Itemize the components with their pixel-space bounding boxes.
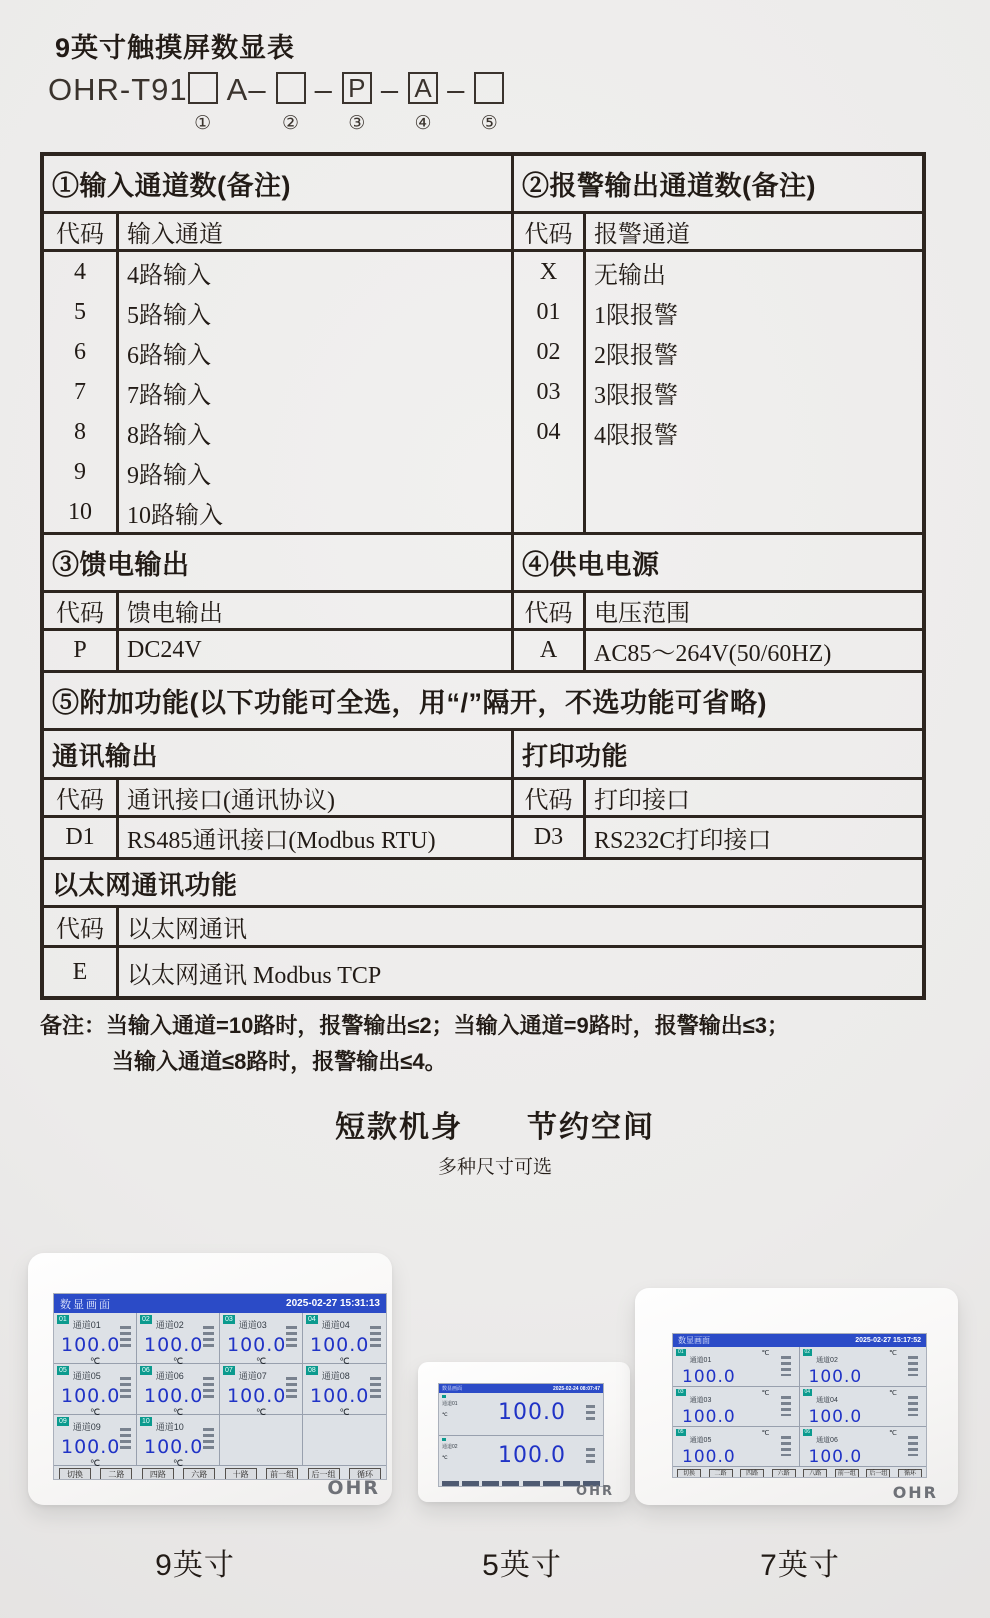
footnote-text-1: 当输入通道=10路时，报警输出≤2；当输入通道=9路时，报警输出≤3； — [106, 1013, 790, 1038]
page-title: 9英寸触摸屏数显表 — [55, 33, 296, 63]
channel-number-badge: 05 — [678, 1429, 684, 1435]
device-9-screen — [53, 1293, 387, 1480]
screen-button: 四路 — [142, 1468, 174, 1481]
channel-value: 100.0 — [227, 1334, 287, 1356]
channel-name: 通道04 — [816, 1397, 838, 1404]
level-bars-icon — [370, 1377, 381, 1399]
level-bars-icon — [908, 1436, 918, 1456]
channel-cell — [673, 1387, 800, 1427]
channel-cell — [54, 1415, 137, 1466]
model-separator-3: – — [380, 72, 400, 107]
column-header: 代码 — [44, 908, 119, 945]
screen-title-bar — [54, 1294, 386, 1313]
screen-button: 前一组 — [266, 1468, 298, 1481]
channel-name: 通道01 — [442, 1401, 458, 1407]
level-bars-icon — [370, 1326, 381, 1348]
channel-number-badge: 06 — [142, 1367, 150, 1374]
channel-number-badge: 06 — [804, 1429, 811, 1435]
level-bars-icon — [203, 1428, 214, 1450]
channel-unit: ℃ — [889, 1350, 897, 1357]
channel-number-badge: 07 — [225, 1367, 233, 1374]
channel-number-badge: 01 — [678, 1349, 684, 1355]
channel-number-badge: 03 — [678, 1389, 684, 1395]
column-header: 报警通道 — [594, 222, 690, 248]
table-row — [44, 731, 922, 780]
column-header: 代码 — [514, 593, 586, 628]
screen-button: 后一组 — [308, 1468, 340, 1481]
code-column — [514, 252, 586, 532]
channel-row — [439, 1436, 603, 1479]
value-cell: 以太网通讯 Modbus TCP — [127, 962, 382, 989]
table-row — [44, 818, 922, 860]
screen-button — [502, 1481, 519, 1487]
value-column — [119, 252, 514, 532]
column-header: 以太网通讯 — [127, 917, 247, 943]
screen-button: 六路 — [772, 1469, 796, 1478]
value-cell: 4限报警 — [594, 422, 678, 449]
channel-unit: ℃ — [255, 1407, 267, 1417]
table-row — [44, 780, 922, 818]
channel-unit: ℃ — [339, 1407, 350, 1417]
channel-value: 100.0 — [144, 1436, 204, 1458]
value-cell: 4路输入 — [127, 262, 211, 289]
channel-unit: ℃ — [761, 1350, 770, 1357]
channel-unit: ℃ — [339, 1356, 350, 1366]
channel-number-badge: 10 — [142, 1418, 150, 1425]
value-cell: 2限报警 — [594, 342, 678, 369]
value-cell: AC85～264V(50/60HZ) — [594, 641, 832, 667]
code-cell: E — [44, 948, 119, 996]
section2-title: ②报警输出通道数(备注) — [522, 171, 816, 201]
screen-button: 循环 — [898, 1469, 922, 1478]
channel-value: 100.0 — [498, 1400, 566, 1425]
model-segment-2 — [276, 72, 306, 135]
model-circled-number-3: ③ — [348, 113, 366, 134]
channel-number-badge: 04 — [308, 1316, 316, 1323]
channel-name: 通道06 — [155, 1371, 184, 1381]
screen-button: 六路 — [183, 1468, 215, 1481]
screen-button: 四路 — [740, 1469, 764, 1478]
column-header: 馈电输出 — [119, 593, 514, 628]
channel-unit: ℃ — [889, 1390, 897, 1397]
code-cell: 6 — [74, 338, 86, 365]
value-column — [586, 252, 922, 532]
device-5-screen — [438, 1383, 604, 1487]
screen-title: 数显画面 — [60, 1298, 112, 1311]
channel-unit: ℃ — [89, 1458, 101, 1468]
channel-label-group — [803, 1349, 838, 1367]
channel-name: 通道03 — [238, 1320, 267, 1330]
value-cell: 6路输入 — [127, 342, 211, 369]
channel-unit: ℃ — [172, 1407, 184, 1417]
channel-cell — [673, 1347, 800, 1387]
device-photo-7inch — [635, 1288, 958, 1505]
level-bars-icon — [586, 1405, 595, 1422]
channel-label-group — [676, 1389, 711, 1407]
code-cell: 5 — [74, 298, 86, 325]
screen-button — [523, 1481, 540, 1487]
level-bars-icon — [286, 1326, 297, 1348]
channel-cell — [673, 1427, 800, 1467]
channel-name: 通道04 — [321, 1320, 350, 1330]
level-bars-icon — [120, 1428, 131, 1450]
channel-row — [439, 1393, 603, 1436]
channel-value: 100.0 — [227, 1385, 287, 1407]
column-header: 代码 — [44, 593, 119, 628]
channel-unit: ℃ — [442, 1455, 448, 1461]
channel-number-badge: 08 — [308, 1367, 316, 1374]
channel-cell — [800, 1387, 927, 1427]
ethernet-title: 以太网通讯功能 — [52, 869, 238, 900]
table-row — [44, 252, 922, 535]
channel-unit: ℃ — [255, 1356, 267, 1366]
channel-name: 通道10 — [155, 1422, 184, 1432]
model-box-4: A — [408, 72, 438, 104]
screen-timestamp: 2025-02-27 15:31:13 — [286, 1298, 380, 1309]
channel-name: 通道09 — [72, 1422, 101, 1432]
screen-button — [482, 1481, 499, 1487]
model-box-1 — [188, 72, 218, 104]
channel-value: 100.0 — [310, 1334, 370, 1356]
channel-label-group — [676, 1429, 711, 1447]
table-row — [44, 156, 922, 214]
level-bars-icon — [286, 1377, 297, 1399]
channel-name: 通道07 — [238, 1371, 267, 1381]
channel-unit: ℃ — [172, 1356, 184, 1366]
screen-button-row — [673, 1467, 926, 1478]
screen-button — [442, 1481, 459, 1487]
column-header: 通讯接口(通讯协议) — [119, 780, 514, 815]
column-header: 打印接口 — [594, 788, 690, 814]
level-bars-icon — [781, 1356, 791, 1376]
channel-value: 100.0 — [808, 1407, 863, 1427]
level-bars-icon — [586, 1448, 595, 1465]
print-function-title: 打印功能 — [522, 740, 629, 771]
channel-meta — [439, 1393, 461, 1435]
channel-cell — [800, 1347, 927, 1387]
channel-meta — [803, 1429, 924, 1447]
channel-unit: ℃ — [89, 1356, 101, 1366]
model-circled-number-5: ⑤ — [480, 113, 498, 134]
channel-meta — [676, 1429, 796, 1447]
model-separator-4: – — [447, 72, 466, 107]
model-circled-number-2: ② — [282, 113, 300, 134]
channel-name: 通道03 — [689, 1397, 712, 1404]
table-row — [44, 593, 922, 631]
level-bars-icon — [203, 1326, 214, 1348]
channel-unit: ℃ — [89, 1407, 101, 1417]
level-bars-icon — [120, 1326, 131, 1348]
channel-unit: ℃ — [172, 1458, 184, 1468]
model-segment-1 — [188, 72, 218, 135]
channel-cell — [137, 1313, 220, 1364]
value-cell: 8路输入 — [127, 422, 211, 449]
screen-button: 二路 — [100, 1468, 132, 1481]
code-cell: 01 — [536, 298, 561, 325]
channel-unit: ℃ — [442, 1412, 448, 1418]
channel-value: 100.0 — [61, 1385, 121, 1407]
table-row — [44, 535, 922, 593]
channel-name: 通道02 — [816, 1357, 838, 1364]
model-box-2 — [276, 72, 306, 104]
value-cell: 9路输入 — [127, 462, 211, 489]
device-caption-9inch: 9英寸 — [155, 1549, 235, 1582]
table-row — [44, 214, 922, 252]
screen-title-bar — [439, 1384, 603, 1393]
footnote — [40, 1008, 789, 1080]
table-row — [44, 673, 922, 731]
model-segment-4 — [408, 72, 438, 135]
value-cell: 无输出 — [594, 262, 666, 289]
brand-logo: OHR — [327, 1477, 380, 1499]
table-row — [44, 908, 922, 948]
channel-cell — [220, 1313, 303, 1364]
code-cell: 04 — [536, 418, 561, 445]
channel-cell — [137, 1364, 220, 1415]
model-circled-number-4: ④ — [414, 113, 432, 134]
channel-cell — [137, 1415, 220, 1466]
channel-number-badge: 02 — [804, 1349, 811, 1355]
value-cell: RS232C打印接口 — [594, 828, 772, 854]
screen-button: 八路 — [803, 1469, 827, 1478]
footnote-line-1 — [40, 1008, 789, 1044]
channel-name: 通道05 — [689, 1437, 712, 1444]
table-row — [44, 860, 922, 908]
model-box-5 — [474, 72, 504, 104]
channel-number-badge: 09 — [59, 1418, 67, 1425]
channel-meta — [676, 1349, 796, 1367]
column-header: 电压范围 — [594, 601, 690, 627]
channel-value: 100.0 — [682, 1407, 736, 1427]
code-cell: A — [514, 631, 586, 670]
level-bars-icon — [120, 1377, 131, 1399]
device-caption-5inch: 5英寸 — [482, 1549, 562, 1582]
code-cell: D3 — [514, 818, 586, 857]
device-photo-5inch — [418, 1362, 630, 1502]
channel-name: 通道08 — [321, 1371, 350, 1381]
value-cell: RS485通讯接口(Modbus RTU) — [119, 818, 514, 857]
channel-cell — [303, 1364, 386, 1415]
status-dot-icon — [442, 1438, 446, 1441]
brand-logo: OHR — [576, 1484, 614, 1499]
screen-button — [462, 1481, 479, 1487]
channel-name: 通道02 — [442, 1444, 458, 1450]
level-bars-icon — [781, 1436, 791, 1456]
channel-grid — [54, 1313, 386, 1466]
model-separator-1: A– — [226, 72, 267, 107]
channel-value: 100.0 — [144, 1385, 204, 1407]
column-header: 代码 — [514, 780, 586, 815]
level-bars-icon — [908, 1356, 918, 1376]
value-cell: DC24V — [119, 631, 514, 670]
screen-button: 二路 — [709, 1469, 733, 1478]
footnote-label: 备注： — [40, 1013, 107, 1038]
model-code-line — [48, 72, 504, 135]
ordering-table — [40, 152, 926, 1000]
column-header: 代码 — [44, 780, 119, 815]
section1-title: ①输入通道数(备注) — [44, 156, 514, 211]
channel-value: 100.0 — [61, 1334, 121, 1356]
table-row — [44, 631, 922, 673]
channel-grid — [673, 1347, 926, 1467]
channel-meta — [676, 1389, 796, 1407]
table-row — [44, 948, 922, 996]
model-separator-2: – — [314, 72, 333, 107]
code-cell: 4 — [74, 258, 86, 285]
channel-value: 100.0 — [682, 1367, 736, 1387]
value-cell: 10路输入 — [127, 502, 223, 529]
brand-logo: OHR — [892, 1483, 938, 1502]
model-prefix: OHR-T91 — [48, 72, 188, 107]
channel-name: 通道01 — [72, 1320, 101, 1330]
screen-button: 前一组 — [835, 1469, 859, 1478]
channel-number-badge: 03 — [225, 1316, 233, 1323]
channel-label-group — [676, 1349, 711, 1367]
screen-button: 切换 — [677, 1469, 701, 1478]
screen-button: 十路 — [225, 1468, 257, 1481]
channel-value: 100.0 — [498, 1443, 566, 1468]
channel-number-badge: 01 — [59, 1316, 67, 1323]
channel-value: 100.0 — [682, 1447, 736, 1467]
channel-name: 通道01 — [689, 1357, 712, 1364]
code-cell: 8 — [74, 418, 86, 445]
channel-name: 通道05 — [72, 1371, 101, 1381]
device-photo-9inch — [28, 1253, 392, 1505]
channel-cell — [220, 1364, 303, 1415]
channel-number-badge: 04 — [804, 1389, 811, 1395]
channel-value: 100.0 — [808, 1447, 863, 1467]
channel-label-group — [803, 1429, 838, 1447]
column-header: 代码 — [514, 214, 586, 249]
model-segment-5 — [474, 72, 504, 135]
level-bars-icon — [781, 1396, 791, 1416]
channel-unit: ℃ — [889, 1430, 897, 1437]
code-cell: P — [44, 631, 119, 670]
column-header: 代码 — [44, 214, 119, 249]
channel-label-group — [803, 1389, 838, 1407]
screen-title-bar — [673, 1334, 926, 1347]
comm-output-title: 通讯输出 — [44, 731, 514, 777]
model-segment-3 — [342, 72, 372, 135]
channel-unit: ℃ — [761, 1430, 770, 1437]
screen-title: 数显画面 — [678, 1336, 710, 1345]
promo-headline: 短款机身 节约空间 — [335, 1111, 655, 1144]
section3-title: ③馈电输出 — [44, 535, 514, 590]
channel-cell — [54, 1364, 137, 1415]
device-7-screen — [672, 1333, 927, 1478]
level-bars-icon — [908, 1396, 918, 1416]
footnote-line-2: 当输入通道≤8路时，报警输出≤4。 — [112, 1049, 447, 1074]
channel-meta — [803, 1389, 924, 1407]
channel-number-badge: 05 — [59, 1367, 67, 1374]
empty-channel-cell — [303, 1415, 386, 1466]
channel-cell — [54, 1313, 137, 1364]
empty-channel-cell — [220, 1415, 303, 1466]
model-circled-number-1: ① — [194, 113, 212, 134]
value-cell: 5路输入 — [127, 302, 211, 329]
screen-timestamp: 2025-02-27 15:17:52 — [855, 1337, 921, 1344]
column-header: 输入通道 — [119, 214, 514, 249]
screen-button: 后一组 — [866, 1469, 890, 1478]
value-cell: 7路输入 — [127, 382, 211, 409]
screen-button — [543, 1481, 560, 1487]
channel-cell — [800, 1427, 927, 1467]
level-bars-icon — [203, 1377, 214, 1399]
code-cell: D1 — [44, 818, 119, 857]
channel-unit: ℃ — [761, 1390, 770, 1397]
value-cell: 3限报警 — [594, 382, 678, 409]
channel-value: 100.0 — [310, 1385, 370, 1407]
screen-timestamp: 2025-02-24 08:07:47 — [553, 1385, 600, 1392]
screen-button: 切换 — [59, 1468, 91, 1481]
channel-name: 通道06 — [816, 1437, 838, 1444]
screen-title: 数显画面 — [442, 1386, 463, 1392]
screen-button: 循环 — [349, 1468, 381, 1481]
promo-subline: 多种尺寸可选 — [437, 1157, 552, 1178]
code-cell: 10 — [68, 498, 92, 525]
code-cell: 7 — [74, 378, 86, 405]
code-cell: 02 — [536, 338, 561, 365]
channel-name: 通道02 — [155, 1320, 184, 1330]
code-column — [44, 252, 119, 532]
value-cell: 1限报警 — [594, 302, 678, 329]
channel-value: 100.0 — [144, 1334, 204, 1356]
device-caption-7inch: 7英寸 — [760, 1549, 840, 1582]
channel-value: 100.0 — [61, 1436, 121, 1458]
section4-title: ④供电电源 — [522, 550, 660, 580]
code-cell: X — [539, 258, 558, 285]
code-cell: 03 — [536, 378, 561, 405]
status-dot-icon — [442, 1395, 446, 1398]
channel-meta — [439, 1436, 461, 1479]
model-box-3: P — [342, 72, 372, 104]
channel-value: 100.0 — [808, 1367, 863, 1387]
section5-title: ⑤附加功能(以下功能可全选，用“/”隔开，不选功能可省略) — [52, 688, 767, 718]
channel-meta — [803, 1349, 924, 1367]
channel-cell — [303, 1313, 386, 1364]
channel-number-badge: 02 — [142, 1316, 150, 1323]
code-cell: 9 — [74, 458, 86, 485]
